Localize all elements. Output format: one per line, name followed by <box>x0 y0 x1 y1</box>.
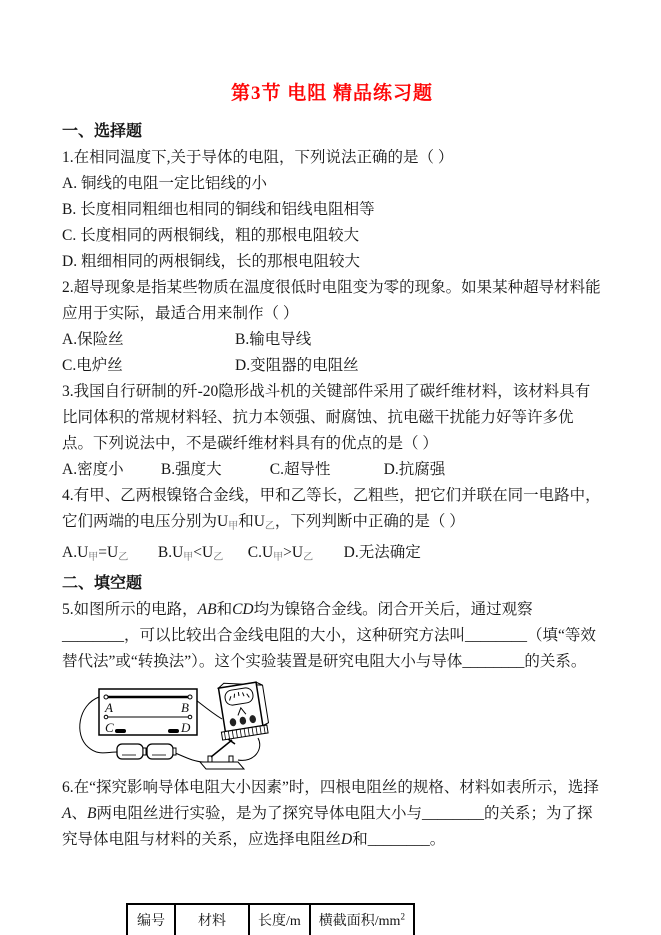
spec-table-header-row <box>127 904 414 935</box>
wire-switch-meter <box>238 738 260 760</box>
question-4-stem <box>62 483 602 540</box>
circuit-figure <box>72 677 602 775</box>
subscript-jia: 甲 <box>228 521 239 532</box>
question-3-options <box>62 457 602 483</box>
question-1-option-c: C. 长度相同的两根铜线，粗的那根电阻较大 <box>62 227 360 244</box>
galvanometer-icon <box>214 677 270 740</box>
question-4-stem-text: 和U <box>238 513 265 530</box>
terminal-label-d: D <box>181 720 191 735</box>
question-3-option-a: A.密度小 <box>62 461 124 478</box>
question-3-option-c: C.超导性 <box>269 461 331 478</box>
worksheet-content <box>62 78 602 935</box>
table-header-area: 横截面积$/mm^2$ <box>310 904 414 935</box>
wire-label-B: B <box>86 805 97 822</box>
terminal-label-c: C <box>105 720 114 735</box>
wire-label-D: D <box>341 831 353 848</box>
question-2-options <box>62 327 602 379</box>
page-title: 第3节 电阻 精品练习题 <box>230 83 433 104</box>
question-5-stem: 5.如图所示的电路，AB和CD均为镍铬合金线。闭合开关后，通过观察________，可以比较出合金线电阻的大小，这种研究方法叫________（填“等效替代法”或“转换法”）。这个实验装置是研究电阻大小与导体________的关系。 <box>62 601 596 670</box>
fill-blank: ________ <box>462 653 525 670</box>
wire-label-A: A <box>62 805 72 822</box>
question-6-stem: 6.在“探究影响导体电阻大小因素”时，四根电阻丝的规格、材料如表所示，选择A、B两电阻丝进行实验，是为了探究导体电阻大小与________的关系；为了探究导体电阻与材料的关系，应选择电阻丝D和________。 <box>62 779 599 848</box>
table-header-length: 长度/m <box>249 904 310 935</box>
switch-icon <box>200 739 244 769</box>
question-1-option-d: D. 粗细相同的两根铜线，长的那根电阻较大 <box>62 253 360 270</box>
fill-blank: ________ <box>421 805 484 822</box>
question-2-option-d: D.变阻器的电阻丝 <box>235 357 359 374</box>
spec-table <box>126 903 415 935</box>
subscript-yi: 乙 <box>264 521 275 532</box>
question-2-stem: 2.超导现象是指某些物质在温度很低时电阻变为零的现象。如果某种超导材料能应用于实际，最适合用来制作（ ） <box>62 279 601 322</box>
wire-label-AB: AB <box>197 601 217 618</box>
question-4-stem-text: 4.有甲、乙两根镍铬合金线，甲和乙等长，乙粗些，把它们并联在同一电路中，它们两端的电压分别为U <box>62 487 601 530</box>
question-4-option-c: $C.U_甲>U_乙$ <box>247 544 314 563</box>
battery-icon <box>117 744 176 759</box>
question-4-stem-text: ，下列判断中正确的是（ ） <box>274 513 465 530</box>
question-4-option-d: D.无法确定 <box>343 544 421 561</box>
terminal-label-b: B <box>181 700 189 715</box>
wire-label-CD: CD <box>232 601 254 618</box>
question-4-option-a: $A.U_甲=U_乙$ <box>62 544 129 563</box>
question-3-option-d: D.抗腐强 <box>383 461 446 478</box>
question-1-option-b: B. 长度相同粗细也相同的铜线和铝线电阻相等 <box>62 201 375 218</box>
question-2-option-c: C.电炉丝 <box>62 357 123 374</box>
question-1-stem: 1.在相同温度下,关于导体的电阻，下列说法正确的是（ ） <box>62 149 454 166</box>
question-4-option-b: $B.U_甲<U_乙$ <box>157 544 224 563</box>
question-4-options <box>62 540 602 571</box>
section-heading-fill: 二、填空题 <box>62 575 143 592</box>
fill-blank: ________ <box>465 627 528 644</box>
question-2-option-b: B.输电导线 <box>235 331 312 348</box>
terminal-label-a: A <box>105 700 113 715</box>
wire-battery-switch <box>173 752 204 762</box>
question-3-stem: 3.我国自行研制的歼-20隐形战斗机的关键部件采用了碳纤维材料，该材料具有比同体积的常规材料轻、抗力本领强、耐腐蚀、抗电磁干扰能力好等许多优点。下列说法中，不是碳纤维材料具有的优点的是（ ） <box>62 383 591 452</box>
table-header-material: 材料 <box>175 904 249 935</box>
fill-blank: ________ <box>62 627 124 644</box>
question-1-option-a: A. 铜线的电阻一定比铝线的小 <box>62 175 267 192</box>
table-header-id: 编号 <box>127 904 175 935</box>
resistance-board <box>99 689 197 735</box>
question-2-option-a: A.保险丝 <box>62 331 124 348</box>
fill-blank: ________ <box>367 831 430 848</box>
question-3-option-b: B.强度大 <box>160 461 222 478</box>
section-heading-choice: 一、选择题 <box>62 123 143 140</box>
